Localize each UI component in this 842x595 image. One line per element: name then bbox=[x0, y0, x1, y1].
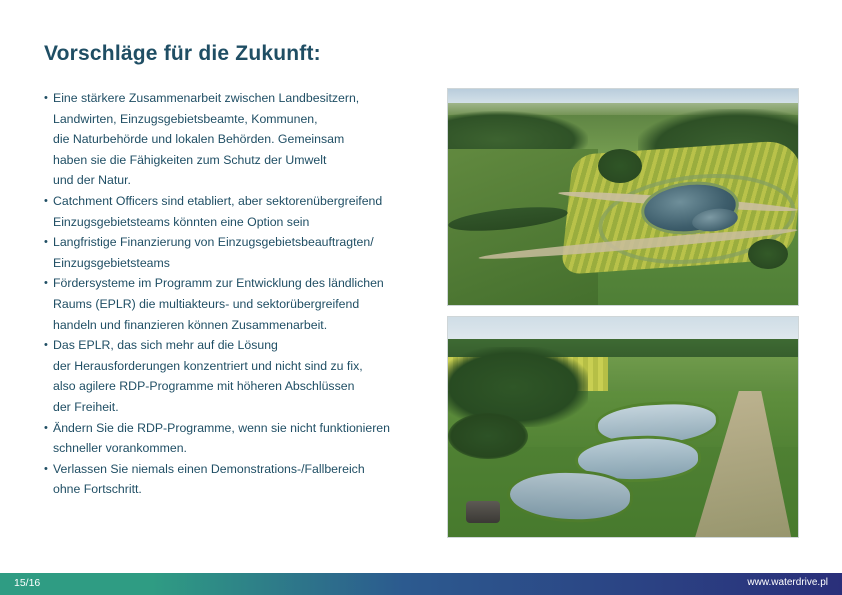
bullet-line: haben sie die Fähigkeiten zum Schutz der Umwelt bbox=[53, 152, 327, 167]
bullet-line: Einzugsgebietsteams könnten eine Option sein bbox=[53, 214, 310, 229]
stone bbox=[466, 501, 500, 523]
bullet-line: also agilere RDP-Programme mit höheren Abschlüssen bbox=[53, 379, 355, 394]
page-title: Vorschläge für die Zukunft: bbox=[44, 42, 321, 65]
bullet-line: • Verlassen Sie niemals einen Demonstrations-/Fallbereich bbox=[53, 461, 365, 476]
bullet-line: der Herausforderungen konzentriert und nicht sind zu fix, bbox=[53, 358, 363, 373]
page-number: 15/16 bbox=[14, 577, 41, 589]
footer-website[interactable]: www.waterdrive.pl bbox=[747, 577, 828, 588]
bullet-line: und der Natur. bbox=[53, 173, 131, 188]
bullet-line: handeln und finanzieren können Zusammenarbeit. bbox=[53, 317, 328, 332]
bullet-line: Raums (EPLR) die multiakteurs- und sektorübergreifend bbox=[53, 296, 360, 311]
bullet-line: Einzugsgebietsteams bbox=[53, 255, 170, 270]
bullet-line: schneller vorankommen. bbox=[53, 441, 187, 456]
photo-wetland-ponds bbox=[447, 316, 799, 538]
list-item bbox=[44, 418, 444, 459]
footer-bar bbox=[0, 573, 842, 595]
list-item bbox=[44, 191, 444, 232]
bullet-line: • Ändern Sie die RDP-Programme, wenn sie nicht funktionieren bbox=[53, 420, 390, 435]
photo-aerial-field-pond bbox=[447, 88, 799, 306]
list-item bbox=[44, 88, 444, 191]
bullet-line: • Das EPLR, das sich mehr auf die Lösung bbox=[53, 338, 278, 353]
bullet-line: • Eine stärkere Zusammenarbeit zwischen Landbesitzern, bbox=[53, 91, 360, 105]
image-column bbox=[447, 88, 799, 538]
list-item bbox=[44, 273, 444, 335]
bullet-line: • Langfristige Finanzierung von Einzugsgebietsbeauftragten/ bbox=[53, 235, 374, 250]
list-item bbox=[44, 335, 444, 417]
bullet-line: • Fördersysteme im Programm zur Entwicklung des ländlichen bbox=[53, 276, 384, 291]
bullet-line: • Catchment Officers sind etabliert, aber sektorenübergreifend bbox=[53, 193, 383, 208]
list-item bbox=[44, 459, 444, 500]
bullet-line: die Naturbehörde und lokalen Behörden. Gemeinsam bbox=[53, 132, 345, 147]
bullet-list bbox=[44, 88, 444, 500]
bush bbox=[448, 413, 528, 459]
tree-cluster-b bbox=[748, 239, 788, 269]
tree-cluster-a bbox=[598, 149, 642, 183]
list-item bbox=[44, 232, 444, 273]
bullet-line: ohne Fortschritt. bbox=[53, 482, 142, 497]
bullet-line: Landwirten, Einzugsgebietsbeamte, Kommunen, bbox=[53, 111, 318, 126]
bullet-line: der Freiheit. bbox=[53, 399, 119, 414]
